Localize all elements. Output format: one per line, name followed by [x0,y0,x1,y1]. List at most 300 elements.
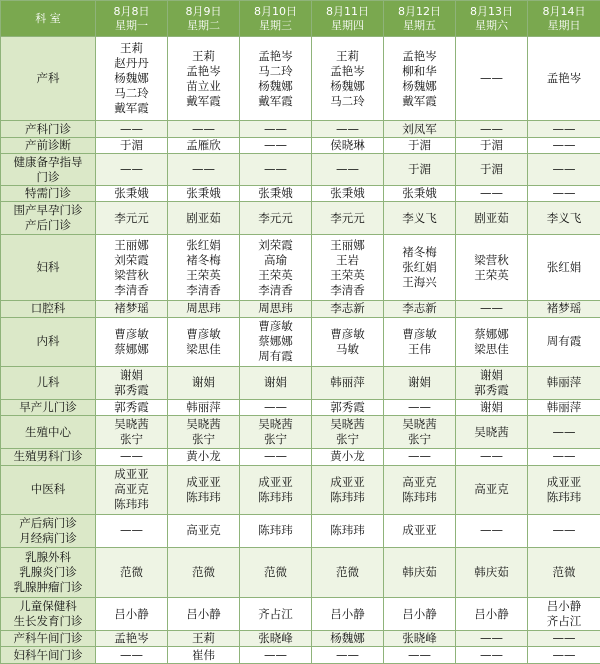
doctor-name: 于湄 [480,162,503,177]
schedule-cell [240,137,312,153]
schedule-cell [168,37,240,121]
dept-name-line: 儿童保健科 [19,599,77,614]
schedule-cell [528,202,600,235]
doctor-name: 李义飞 [402,210,437,225]
doctor-name: 张宁 [264,432,287,447]
no-duty-dash: —— [552,186,576,201]
schedule-cell [312,449,384,465]
doctor-name: 王荣英 [474,267,509,282]
table-row [1,154,600,186]
schedule-cell [240,317,312,366]
doctor-name: 张红娟 [186,237,221,252]
doctor-name: 韩庆茹 [402,564,437,579]
doctor-name: 范微 [336,564,359,579]
schedule-cell [528,37,600,121]
schedule-cell [528,301,600,317]
doctor-name: 孟艳岑 [402,48,437,63]
schedule-cell [96,235,168,301]
doctor-name: 孟艳岑 [258,48,293,63]
schedule-cell [240,235,312,301]
doctor-name: 张宁 [120,432,143,447]
schedule-cell [168,154,240,186]
schedule-cell [168,399,240,415]
schedule-cell [312,514,384,547]
schedule-cell [384,449,456,465]
schedule-cell [384,416,456,449]
schedule-cell [240,631,312,647]
doctor-name: 陈玮玮 [330,489,365,504]
schedule-cell [96,399,168,415]
doctor-name: 于湄 [408,162,431,177]
no-duty-dash: —— [552,424,576,439]
doctor-name: 王丽娜 [330,237,365,252]
table-row [1,449,600,465]
schedule-cell [384,154,456,186]
schedule-cell [312,37,384,121]
doctor-name: 陈玮玮 [186,489,221,504]
doctor-name: 周思玮 [258,301,293,316]
doctor-name: 吴晓茜 [258,417,293,432]
schedule-cell [312,154,384,186]
schedule-cell [96,186,168,202]
day-column-header [456,1,528,37]
no-duty-dash: —— [120,162,143,177]
dept-name-line: 生殖男科门诊 [13,449,83,464]
doctor-name: 张秉娥 [330,186,365,201]
schedule-cell [384,235,456,301]
dept-column-header: 科 室 [1,1,96,37]
schedule-cell [96,598,168,631]
doctor-name: 王丽娜 [114,237,149,252]
schedule-cell [168,647,240,664]
doctor-name: 吕小静 [474,606,509,621]
schedule-cell [456,121,528,137]
doctor-name: 谢娟 [408,375,431,390]
doctor-name: 李志新 [402,301,437,316]
no-duty-dash: —— [264,400,287,414]
doctor-name: 梁营秋 [114,267,149,282]
schedule-cell [96,301,168,317]
doctor-name: 戴军霞 [186,93,221,108]
doctor-name: 蔡娜娜 [474,326,509,341]
doctor-name: 高亚克 [474,482,509,497]
table-row [1,137,600,153]
schedule-cell [168,598,240,631]
schedule-cell [456,547,528,597]
doctor-name: 范微 [552,564,576,579]
no-duty-dash: —— [552,449,576,464]
no-duty-dash: —— [480,301,503,316]
doctor-name: 王岩 [336,252,359,267]
doctor-name: 王莉 [336,48,359,63]
schedule-cell [528,399,600,415]
schedule-cell [240,514,312,547]
table-row [1,547,600,597]
dept-name [1,631,96,647]
doctor-name: 于湄 [408,137,431,152]
dept-name-line: 内科 [36,334,60,349]
schedule-cell [168,121,240,137]
table-row [1,514,600,547]
no-duty-dash: —— [192,162,215,177]
schedule-cell [168,235,240,301]
schedule-cell [384,317,456,366]
dept-name-line: 月经病门诊 [19,530,77,545]
doctor-name: 孟艳岑 [114,631,149,646]
schedule-cell [312,317,384,366]
doctor-name: 梁思佳 [474,341,509,356]
doctor-name: 李清香 [186,282,221,297]
doctor-name: 杨魏娜 [114,71,149,86]
dept-name-line: 早产儿门诊 [19,400,77,414]
schedule-cell [384,547,456,597]
schedule-cell [528,598,600,631]
dept-name-line: 生殖中心 [25,424,71,439]
dept-name [1,598,96,631]
no-duty-dash: —— [552,137,576,152]
doctor-name: 崔伟 [192,647,215,662]
table-header [1,1,600,37]
schedule-cell [96,121,168,137]
dept-name [1,647,96,664]
day-column-header [528,1,600,37]
doctor-name: 马二玲 [330,93,365,108]
schedule-cell [528,514,600,547]
doctor-name: 剧亚茹 [186,210,221,225]
dept-name [1,37,96,121]
day-weekday: 星期一 [115,18,148,32]
schedule-cell [456,37,528,121]
day-weekday: 星期三 [259,18,292,32]
dept-name [1,186,96,202]
schedule-cell [240,301,312,317]
doctor-name: 周思玮 [186,301,221,316]
dept-name [1,449,96,465]
schedule-cell [168,547,240,597]
no-duty-dash: —— [408,449,431,464]
schedule-cell [528,137,600,153]
doctor-name: 孟雁欣 [186,137,221,152]
schedule-cell [240,647,312,664]
schedule-cell [456,449,528,465]
no-duty-dash: —— [120,523,143,538]
doctor-name: 蔡娜娜 [258,334,293,349]
doctor-name: 于湄 [120,137,143,152]
doctor-name: 苗立业 [186,78,221,93]
day-column-header [168,1,240,37]
schedule-cell [96,465,168,514]
schedule-cell [456,154,528,186]
schedule-cell [384,465,456,514]
schedule-cell [96,416,168,449]
schedule-cell [312,121,384,137]
schedule-cell [456,137,528,153]
doctor-name: 韩丽萍 [186,400,221,414]
doctor-name: 剧亚茹 [474,210,509,225]
schedule-cell [240,202,312,235]
no-duty-dash: —— [336,647,359,662]
doctor-name: 韩丽萍 [546,400,582,414]
schedule-cell [96,514,168,547]
doctor-name: 张秉娥 [258,186,293,201]
table-row [1,301,600,317]
doctor-name: 韩丽萍 [330,375,365,390]
doctor-name: 吴晓茜 [114,417,149,432]
no-duty-dash: —— [480,631,503,646]
day-weekday: 星期四 [331,18,364,32]
day-weekday: 星期五 [403,18,436,32]
schedule-cell [96,631,168,647]
no-duty-dash: —— [264,137,287,152]
doctor-name: 成亚亚 [114,467,149,482]
doctor-name: 王莉 [192,48,215,63]
doctor-name: 李元元 [258,210,293,225]
schedule-cell [528,366,600,399]
doctor-name: 吴晓茜 [474,424,509,439]
schedule-cell [240,154,312,186]
doctor-name: 王荣英 [186,267,221,282]
schedule-cell [312,547,384,597]
no-duty-dash: —— [264,449,287,464]
no-duty-dash: —— [480,121,503,136]
no-duty-dash: —— [264,162,287,177]
doctor-name: 郭秀霞 [330,400,365,414]
no-duty-dash: —— [480,647,503,662]
schedule-cell [168,137,240,153]
no-duty-dash: —— [120,449,143,464]
doctor-name: 戴军霞 [258,93,293,108]
schedule-cell [168,416,240,449]
doctor-name: 吕小静 [330,606,365,621]
schedule-cell [456,598,528,631]
dept-name [1,121,96,137]
schedule-cell [240,186,312,202]
no-duty-dash: —— [552,647,576,662]
doctor-name: 张红娟 [546,260,582,275]
schedule-cell [168,186,240,202]
table-body [1,37,600,664]
doctor-name: 韩庆茹 [474,564,509,579]
doctor-name: 黄小龙 [186,449,221,464]
doctor-name: 杨魏娜 [402,78,437,93]
doctor-name: 刘凤军 [402,121,437,136]
doctor-name: 高亚克 [114,482,149,497]
schedule-cell [96,202,168,235]
schedule-cell [168,631,240,647]
schedule-cell [384,37,456,121]
doctor-name: 王伟 [408,341,431,356]
doctor-name: 周有霞 [546,334,582,349]
doctor-name: 褚冬梅 [186,252,221,267]
day-column-header [96,1,168,37]
table-row [1,647,600,664]
table-row [1,631,600,647]
doctor-name: 李清香 [258,282,293,297]
schedule-cell [240,37,312,121]
doctor-name: 杨魏娜 [330,78,365,93]
schedule-cell [456,631,528,647]
table-row [1,121,600,137]
doctor-name: 于湄 [480,137,503,152]
schedule-cell [240,416,312,449]
day-date: 8月11日 [326,4,369,18]
schedule-cell [312,137,384,153]
dept-name-line: 围产早孕门诊 [13,203,83,218]
day-date: 8月13日 [470,4,513,18]
table-row [1,186,600,202]
schedule-cell [456,647,528,664]
schedule-cell [168,317,240,366]
schedule-cell [312,202,384,235]
doctor-name: 吕小静 [186,606,221,621]
no-duty-dash: —— [192,121,215,136]
schedule-cell [384,366,456,399]
doctor-name: 曹彦敏 [402,326,437,341]
doctor-name: 王莉 [120,41,143,56]
no-duty-dash: —— [264,647,287,662]
day-date: 8月14日 [542,4,586,18]
doctor-name: 曹彦敏 [258,319,293,334]
schedule-cell [312,399,384,415]
schedule-cell [240,449,312,465]
dept-name-line: 特需门诊 [25,186,71,201]
doctor-name: 郭秀霞 [114,400,149,414]
doctor-name: 杨魏娜 [258,78,293,93]
doctor-name: 吕小静 [546,599,582,614]
dept-name-line: 生长发育门诊 [13,614,83,629]
schedule-cell [240,547,312,597]
doctor-name: 赵丹丹 [114,56,149,71]
schedule-cell [384,301,456,317]
schedule-cell [240,465,312,514]
dept-name [1,235,96,301]
schedule-cell [240,598,312,631]
doctor-name: 张晓峰 [258,631,293,646]
table-row [1,598,600,631]
doctor-name: 梁思佳 [186,341,221,356]
schedule-cell [240,366,312,399]
dept-name-line: 口腔科 [30,301,66,316]
schedule-cell [528,465,600,514]
schedule-cell [96,449,168,465]
schedule-cell [96,137,168,153]
day-date: 8月8日 [113,4,150,18]
doctor-name: 曹彦敏 [186,326,221,341]
dept-name-line: 产后病门诊 [19,515,77,530]
dept-name-line: 健康备孕指导 [13,154,83,169]
no-duty-dash: —— [480,449,503,464]
doctor-name: 成亚亚 [258,474,293,489]
doctor-name: 张晓峰 [402,631,437,646]
no-duty-dash: —— [120,647,143,662]
day-column-header [384,1,456,37]
doctor-name: 张宁 [408,432,431,447]
table-row [1,366,600,399]
day-column-header [240,1,312,37]
doctor-name: 齐占江 [546,614,582,629]
schedule-cell [312,465,384,514]
table-row [1,202,600,235]
doctor-name: 王莉 [192,631,215,646]
doctor-name: 黄小龙 [330,449,365,464]
doctor-name: 刘荣霞 [258,237,293,252]
no-duty-dash: —— [120,121,143,136]
schedule-cell [384,399,456,415]
doctor-name: 成亚亚 [330,474,365,489]
doctor-name: 陈玮玮 [330,523,365,538]
doctor-name: 范微 [120,564,143,579]
dept-name-line: 乳腺炎门诊 [19,564,77,579]
doctor-name: 蔡娜娜 [114,341,149,356]
schedule-cell [528,416,600,449]
dept-name [1,399,96,415]
doctor-name: 李志新 [330,301,365,316]
no-duty-dash: —— [408,647,431,662]
schedule-cell [384,514,456,547]
schedule-cell [168,202,240,235]
doctor-name: 孟艳岑 [186,63,221,78]
dept-name [1,465,96,514]
doctor-name: 高亚克 [186,523,221,538]
schedule-cell [384,647,456,664]
dept-name [1,137,96,153]
doctor-name: 郭秀霞 [474,382,509,397]
schedule-cell [384,598,456,631]
doctor-name: 张秉娥 [402,186,437,201]
dept-name [1,202,96,235]
schedule-cell [168,514,240,547]
doctor-name: 陈玮玮 [258,489,293,504]
schedule-cell [96,154,168,186]
doctor-name: 张红娟 [402,260,437,275]
doctor-name: 谢娟 [480,400,503,414]
schedule-cell [240,399,312,415]
dept-name-line: 乳腺肿瘤门诊 [13,579,83,594]
schedule-cell [528,121,600,137]
dept-name-line: 儿科 [36,375,60,390]
no-duty-dash: —— [480,186,503,201]
doctor-name: 褚冬梅 [402,245,437,260]
dept-name [1,317,96,366]
schedule-cell [528,547,600,597]
schedule-cell [456,301,528,317]
doctor-name: 韩丽萍 [546,375,582,390]
doctor-name: 吴晓茜 [330,417,365,432]
doctor-name: 陈玮玮 [258,523,293,538]
doctor-name: 吴晓茜 [186,417,221,432]
dept-name-line: 门诊 [36,169,60,184]
no-duty-dash: —— [408,400,431,414]
doctor-name: 马二玲 [114,86,149,101]
doctor-name: 成亚亚 [186,474,221,489]
doctor-name: 高亚克 [402,474,437,489]
doctor-name: 范微 [192,564,215,579]
doctor-name: 戴军霞 [114,101,149,116]
doctor-name: 张宁 [192,432,215,447]
dept-name-line: 妇科 [36,260,60,275]
doctor-name: 孟艳岑 [330,63,365,78]
dept-name [1,154,96,186]
schedule-cell [312,186,384,202]
doctor-name: 马敏 [336,341,359,356]
schedule-cell [456,416,528,449]
schedule-cell [96,366,168,399]
doctor-name: 李清香 [330,282,365,297]
schedule-cell [456,465,528,514]
dept-name-line: 产科午间门诊 [13,631,83,646]
doctor-name: 李元元 [330,210,365,225]
table-row [1,37,600,121]
